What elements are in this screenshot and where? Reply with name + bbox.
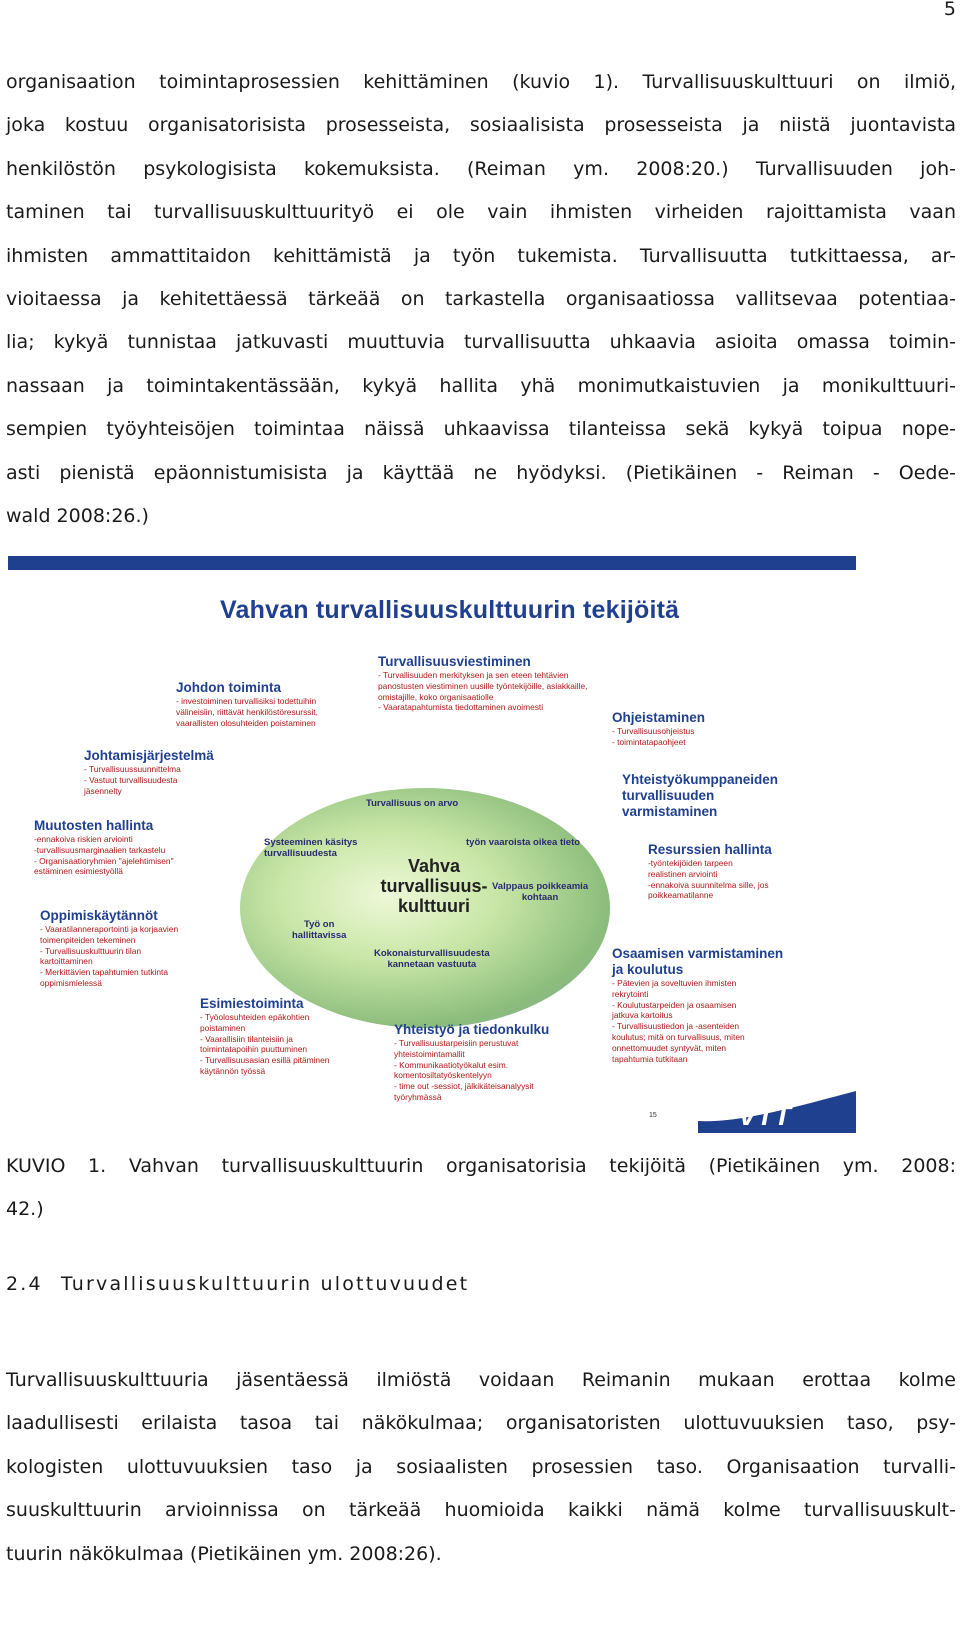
text-line: taminen tai turvallisuuskulttuurityö ei ole vain ihmisten virheiden rajoittamista vaan bbox=[6, 201, 956, 224]
ellipse-label-value: Turvallisuus on arvo bbox=[366, 798, 459, 809]
text-line: lia; kykyä tunnistaa jatkuvasti muuttuvia turvallisuutta uhkaavia asioita omassa toimin- bbox=[6, 331, 956, 354]
vtt-logo-icon bbox=[698, 1091, 856, 1133]
block-supervisor-action: Esimiestoiminta - Työolosuhteiden epäkohtien poistaminen - Vaarallisiin tilanteisiin ja toimintatapoihin puuttuminen - Turvallisuusasian esillä pitäminen käytännön työssä bbox=[200, 996, 330, 1076]
text-line: organisaation toimintaprosessien kehittäminen (kuvio 1). Turvallisuuskulttuuri on ilmiö, bbox=[6, 71, 956, 93]
section-heading bbox=[6, 1273, 469, 1295]
block-change-management: Muutosten hallinta -ennakoiva riskien arviointi -turvallisuusmarginaalien tarkastelu - Organisaatioryhmien "ajelehtimisen" estäminen esimiestyöllä bbox=[34, 818, 174, 877]
figure-caption bbox=[6, 1145, 956, 1231]
block-partners-safety: Yhteistyökumppaneiden turvallisuuden varmistaminen bbox=[622, 772, 779, 819]
page-number: 5 bbox=[943, 0, 956, 20]
ellipse-label-manageable: Työ on hallittavissa bbox=[292, 919, 347, 941]
text-line: Turvallisuuskulttuuria jäsentäessä ilmiöstä voidaan Reimanin mukaan erottaa kolme bbox=[6, 1369, 956, 1391]
caption-line: 42.) bbox=[6, 1198, 44, 1220]
block-learning-practices: Oppimiskäytännöt - Vaaratilanneraportointi ja korjaavien toimenpiteiden tekeminen - Turvallisuuskulttuurin tilan kartoittaminen - Merkittävien tapahtumien tutkinta oppimismielessä bbox=[40, 908, 179, 988]
text-line: henkilöstön psykologisista kokemuksista. (Reiman ym. 2008:20.) Turvallisuuden joh- bbox=[6, 157, 956, 180]
text-line: asti pienistä epäonnistumisista ja käyttää ne hyödyksi. (Pietikäinen - Reiman - Oede- bbox=[6, 461, 956, 484]
vtt-logo-text: VTT bbox=[738, 1100, 791, 1131]
block-cooperation-information: Yhteistyö ja tiedonkulku - Turvallisuustarpeisiin perustuvat yhteistoimintamallit - Kommunikaatiotyökalut esim. komentosiltatyöskentelyyn - time out -sessiot, jälkikäteisanalyysit työryhmässä bbox=[394, 1022, 550, 1102]
block-competence-training: Osaamisen varmistaminen ja koulutus - Pätevien ja soveltuvien ihmisten rekrytointi - Koulutustarpeiden ja osaamisen jatkuva kartoitus - Turvallisuustiedon ja -asenteiden koulutus; mitä on turvallisuus, miten onnettomuudet syntyvät, miten tapahtumia tutkitaan bbox=[612, 946, 784, 1064]
caption-line: KUVIO 1. Vahvan turvallisuuskulttuurin organisatorisia tekijöitä (Pietikäinen ym. 2008: bbox=[6, 1155, 956, 1177]
figure-safety-culture bbox=[8, 556, 856, 1140]
text-line: kologisten ulottuvuuksien taso ja sosiaalisten prosessien taso. Organisaation turvalli- bbox=[6, 1455, 956, 1478]
slide-number: 15 bbox=[649, 1112, 657, 1119]
text-line: wald 2008:26.) bbox=[6, 505, 149, 528]
figure-title: Vahvan turvallisuuskulttuurin tekijöitä bbox=[220, 596, 680, 624]
paragraph-dimensions bbox=[6, 1359, 956, 1576]
block-safety-communication: Turvallisuusviestiminen - Turvallisuuden merkityksen ja sen eteen tehtävien panostusten viestiminen uusille työntekijöille, asiakkaille, omistajille, koko organisaatiolle - Vaaratapahtumista tiedottaminen avoimesti bbox=[378, 654, 588, 713]
block-management-system: Johtamisjärjestelmä - Turvallisuussuunnittelma - Vastuut turvallisuudesta jäsennelty bbox=[84, 748, 214, 796]
text-line: ihmisten ammattitaidon kehittämistä ja työn tukemista. Turvallisuutta tutkittaessa, ar- bbox=[6, 244, 956, 267]
text-line: suuskulttuurin arvioinnissa on tärkeää huomioida kaikki nämä kolme turvallisuuskult- bbox=[6, 1499, 956, 1522]
section-number: 2.4 bbox=[6, 1273, 43, 1295]
ellipse-center-text: Vahva turvallisuus- kulttuuri bbox=[380, 856, 488, 916]
ellipse-label-systemic: Systeeminen käsitys turvallisuudesta bbox=[264, 837, 358, 859]
figure-header-bar bbox=[8, 556, 856, 570]
section-title: Turvallisuuskulttuurin ulottuvuudet bbox=[60, 1273, 470, 1295]
block-management-action: Johdon toiminta - investoiminen turvallisiksi todettuihin välineisiin, riittävät henkilöstöresurssit, vaarallisten olosuhteiden poistaminen bbox=[176, 680, 318, 728]
ellipse-label-responsibility: Kokonaisturvallisuudesta kannetaan vastuuta bbox=[374, 948, 490, 970]
ellipse-label-knowledge: työn vaaroista oikea tieto bbox=[466, 837, 581, 848]
text-line: tuurin näkökulmaa (Pietikäinen ym. 2008:26). bbox=[6, 1542, 442, 1565]
block-instructions: Ohjeistaminen - Turvallisuusohjeistus - toimintatapaohjeet bbox=[612, 710, 706, 747]
text-line: joka kostuu organisatorisista prosesseista, sosiaalisista prosesseista ja niistä juontavista bbox=[6, 114, 956, 137]
paragraph-intro bbox=[6, 61, 956, 538]
text-line: sempien työyhteisöjen toimintaa näissä uhkaavissa tilanteissa sekä kykyä toipua nope- bbox=[6, 418, 956, 441]
text-line: laadullisesti erilaista tasoa tai näkökulmaa; organisatoristen ulottuvuuksien taso, psy- bbox=[6, 1412, 956, 1435]
text-line: vioitaessa ja kehitettäessä tärkeää on tarkastella organisaatiossa vallitsevaa potentiaa- bbox=[6, 288, 956, 311]
ellipse-label-vigilance: Valppaus poikkeamia kohtaan bbox=[492, 881, 589, 903]
block-resource-management: Resurssien hallinta -työntekijöiden tarpeen realistinen arviointi -ennakoiva suunnitelma sille, jos poikkeamatilanne bbox=[648, 842, 772, 901]
text-line: nassaan ja toimintakentässään, kykyä hallita yhä monimutkaistuvien ja monikulttuuri- bbox=[6, 374, 956, 397]
